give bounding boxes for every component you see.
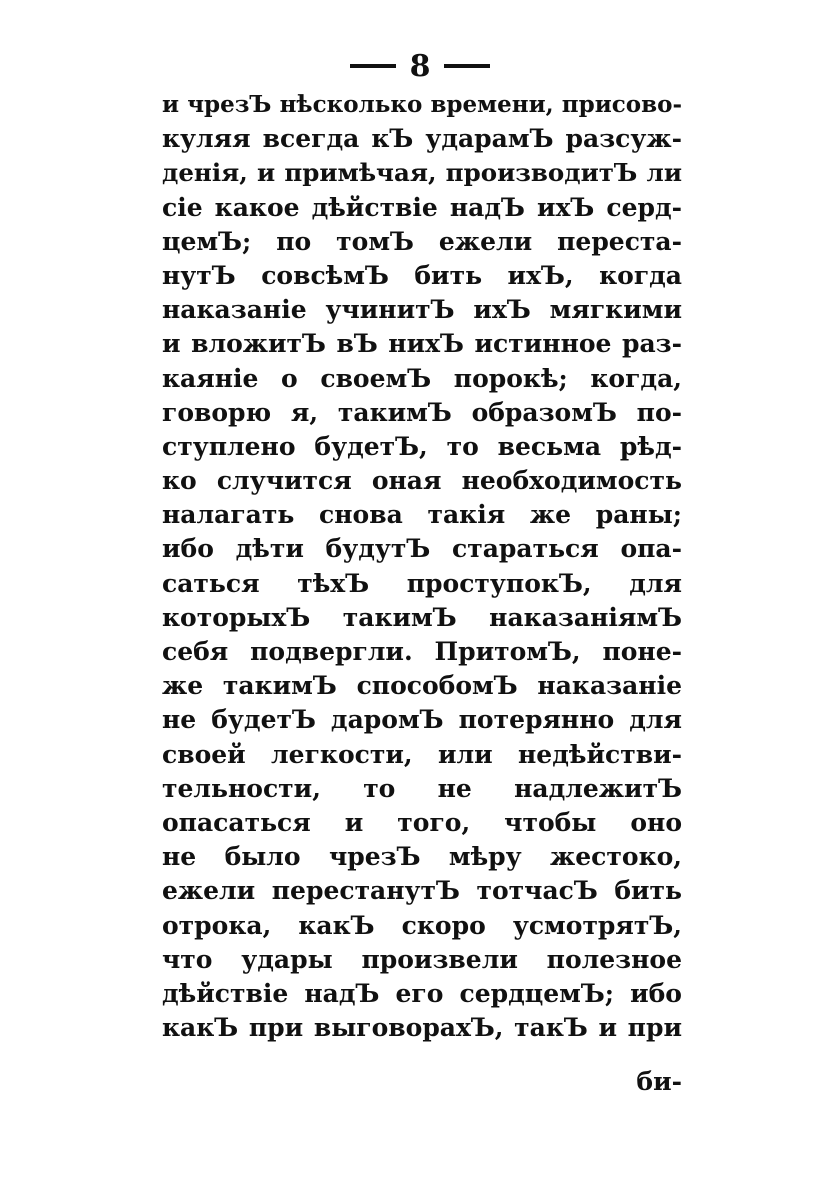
text-line: ибо дѣти будутЪ стараться опа- <box>162 534 682 564</box>
text-line: и чрезЪ нѣсколько времени, присово- <box>162 91 682 118</box>
text-line: дѣйствіе надЪ его сердцемЪ; ибо <box>162 978 682 1008</box>
text-line: ступлено будетЪ, то весьма рѣд- <box>162 431 682 461</box>
text-line: нутЪ совсѣмЪ бить ихЪ, когда <box>162 260 682 290</box>
text-line: опасаться и того, чтобы оно <box>162 807 682 837</box>
text-line: которыхЪ такимЪ наказаніямЪ <box>162 602 682 632</box>
text-line: и вложитЪ вЪ нихЪ истинное раз- <box>162 329 682 359</box>
text-line: себя подвергли. ПритомЪ, поне- <box>162 637 682 666</box>
text-line: налагать снова такія же раны; <box>162 500 682 530</box>
text-line: наказаніе учинитЪ ихЪ мягкими <box>162 295 682 325</box>
page-number: 8 <box>409 49 431 84</box>
header-dash-right <box>444 64 490 68</box>
text-line: цемЪ; по томЪ ежели переста- <box>162 226 682 256</box>
page-header <box>0 50 840 84</box>
text-line: тельности, то не надлежитЪ <box>162 773 682 803</box>
text-line: сіе какое дѣйствіе надЪ ихЪ серд- <box>162 192 682 222</box>
text-line: куляя всегда кЪ ударамЪ разсуж- <box>162 124 682 154</box>
text-line: же такимЪ способомЪ наказаніе <box>162 671 682 701</box>
catchword: би- <box>636 1067 682 1096</box>
text-line: денія, и примѣчая, производитЪ ли <box>162 158 682 188</box>
text-line: своей легкости, или недѣйстви- <box>162 739 682 769</box>
text-line: каяніе о своемЪ порокѣ; когда, <box>162 363 682 393</box>
header-dash-left <box>350 64 396 68</box>
text-line: не было чрезЪ мѣру жестоко, <box>162 842 682 872</box>
body-text <box>162 88 682 1045</box>
text-line: ко случится оная необходимость <box>162 466 682 496</box>
text-line: отрока, какЪ скоро усмотрятЪ, <box>162 910 682 940</box>
text-line: что удары произвели полезное <box>162 944 682 974</box>
text-line: не будетЪ даромЪ потерянно для <box>162 705 682 735</box>
text-line: какЪ при выговорахЪ, такЪ и при <box>162 1013 682 1043</box>
text-line: саться тѣхЪ проступокЪ, для <box>162 568 682 598</box>
text-line: ежели перестанутЪ тотчасЪ бить <box>162 876 682 906</box>
text-line: говорю я, такимЪ образомЪ по- <box>162 397 682 427</box>
